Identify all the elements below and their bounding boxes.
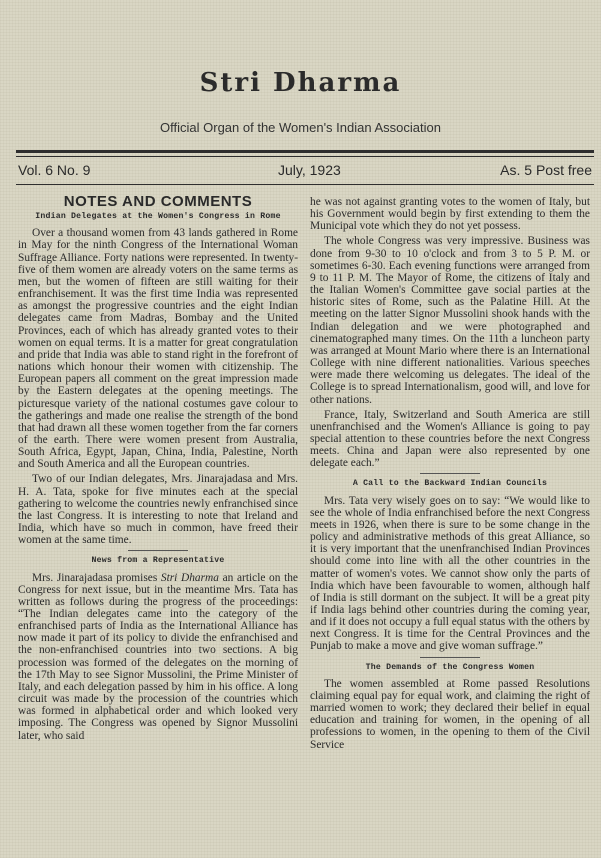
section-heading: NOTES AND COMMENTS bbox=[63, 193, 253, 210]
divider bbox=[128, 550, 188, 551]
subheading-news: News from a Representative bbox=[91, 556, 225, 566]
paragraph: Mrs. Tata very wisely goes on to say: “We would like to see the whole of India enfranchised before the next Congress meets in 1926, when there is sure to be some change in the policy and administrative methods of this great Alliance, so it is very important that the unenfranchised Indian Provinces should come into line with all the other countries in the matter of women's votes. We cannot show only the parts of India which have been favourable to women, although half of India is still dormant on the subject. It will be a great pity if India lags behind other countries during the coming year, and if it does not occupy a full equal status with the others by next Congress. It is time for the Central Provinces and the Punjab to make a move and give woman suffrage.” bbox=[310, 494, 590, 653]
paragraph: The whole Congress was very impressive. Business was done from 9-30 to 10 o'clock and from 3 to 5 P. M. or sometimes 6-30. Each evening functions were arranged from 9 to 11 P. M. The Mayor of Rome, the citizens of Italy and the Italian Women's Committee gave social parties at the historic sites of Rome, such as the Palatine Hill. At the meeting on the latter Signor Mussolini shook hands with the Indian delegation and we were photographed and cinematographed many times. On the 11th a luncheon party was arranged at Mount Mario where there is an International College with nine different nationalities. Various speeches were made there welcoming us delegates. The ideal of the College is to spread Internationalism, good will, and love for other nations. bbox=[310, 235, 590, 406]
publication-subtitle: Official Organ of the Women's Indian Association bbox=[160, 120, 441, 135]
paragraph: Two of our Indian delegates, Mrs. Jinarajadasa and Mrs. H. A. Tata, spoke for five minutes each at the special gathering to welcome the countries newly enfranchised since the last Congress. It is interesting to note that Ireland and India, which have so much in common, have freed their women at the same time. bbox=[18, 473, 298, 547]
paragraph bbox=[18, 572, 298, 742]
divider bbox=[420, 473, 480, 474]
issue-date: July, 1923 bbox=[278, 162, 341, 178]
paragraph: France, Italy, Switzerland and South America are still unenfranchised and the Women's Alliance is going to pay special attention to these countries before the next Congress meets. China and Japan were also represented by one delegate each.” bbox=[310, 408, 590, 470]
issue-price: As. 5 Post free bbox=[500, 162, 592, 178]
publication-title: Stri Dharma bbox=[199, 68, 402, 98]
header-rule-thick bbox=[16, 150, 594, 153]
paragraph: The women assembled at Rome passed Resolutions claiming equal pay for equal work, and claiming the right of married women to work; they declared their belief in equal education and training for women, in the opening of all professions to women, in the opening to them of the Civil Service bbox=[310, 677, 590, 751]
paragraph: he was not against granting votes to the women of Italy, but his Government would begin by first extending to them the Municipal vote which they do not yet possess. bbox=[310, 196, 590, 233]
paragraph: Over a thousand women from 43 lands gathered in Rome in May for the ninth Congress of the International Woman Suffrage Alliance. Forty nations were represented. In twenty-five of them women are already voters on the same terms as men, but the women of fifteen are still waiting for their enfranchisement. It was the first time India was represented as amongst the progressive countries and the eight Indian delegates came from Madras, Bombay and the United Provinces, each of which has already granted votes to their women on equal terms. It is a matter for great congratulation and pride that India was able to stand right in the forefront of nations which honour their women with citizenship. The European papers all comment on the great impression made by the Eastern delegates at the opening meetings. The picturesque variety of the national costumes gave colour to the gatherings and made one realise the strength of the bond that had drawn all these women together from the far corners of the earth. There were women present from Australia, South Africa, Egypt, Japan, China, India, Palestine, North and South America and all the European countries. bbox=[18, 227, 298, 471]
subheading-backward-councils: A Call to the Backward Indian Councils bbox=[352, 479, 548, 489]
subheading-delegates: Indian Delegates at the Women's Congress in Rome bbox=[35, 212, 281, 222]
issue-volume: Vol. 6 No. 9 bbox=[18, 162, 91, 178]
header-rule-bottom bbox=[16, 184, 594, 185]
issue-line bbox=[18, 162, 592, 182]
masthead bbox=[0, 68, 601, 98]
text-run: Mrs. Jinarajadasa promises bbox=[32, 571, 161, 584]
column-right bbox=[310, 196, 590, 754]
publication-name-italic: Stri Dharma bbox=[160, 571, 219, 584]
header-rule-thin bbox=[16, 156, 594, 157]
column-left bbox=[18, 193, 298, 745]
subheading-demands: The Demands of the Congress Women bbox=[365, 662, 535, 672]
divider bbox=[420, 657, 480, 658]
text-run: an article on the Congress for next issue, but in the meantime Mrs. Tata has written as follows during the progress of the proceedings: “The Indian delegates came into the category of the enfranchised parts of India as the International Alliance has now made it part of its policy to divide the enfranchised and the non-enfranchised countries into two sections. A big procession was formed of the delegates on the morning of the 17th May to see Signor Mussolini, the Prime Minister of Italy, and each delegation passed by him in his office. A long circuit was made by the procession of the countries which was formed in alphabetical order and which looked very imposing. The Congress was opened by Signor Mussolini later, who said bbox=[18, 571, 298, 742]
